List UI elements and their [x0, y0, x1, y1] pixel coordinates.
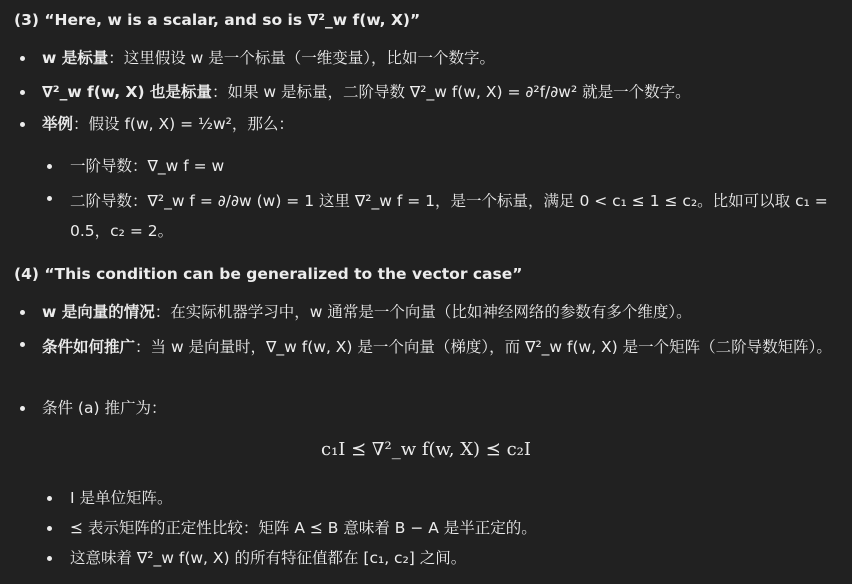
list-item-text: ：当 w 是向量时，∇_w f(w, X) 是一个向量（梯度），而 ∇²_w f(w, X) 是一个矩阵（二阶导数矩阵）。: [135, 338, 832, 356]
list-item: [14, 332, 838, 362]
list-item-text: ：这里假设 w 是一个标量（一维变量），比如一个数字。: [108, 49, 496, 67]
sub-list-item-text: I 是单位矩阵。: [70, 489, 173, 507]
sub-list-item: [14, 486, 838, 510]
section-4-heading: (4) “This condition can be generalized to the vector case”: [14, 265, 523, 283]
sub-list-item-text: 这意味着 ∇²_w f(w, X) 的所有特征值都在 [c₁, c₂] 之间。: [70, 549, 467, 567]
list-item: [14, 300, 838, 324]
sub-list-item: [14, 154, 838, 178]
list-item: [14, 46, 838, 70]
list-item-bold: ∇²_w f(w, X) 也是标量: [42, 83, 212, 101]
list-item: [14, 396, 838, 420]
section-3-heading: (3) “Here, w is a scalar, and so is ∇²_w f(w, X)”: [14, 11, 421, 29]
list-item-bold: w 是标量: [42, 49, 109, 67]
list-item-text: ：如果 w 是标量，二阶导数 ∇²_w f(w, X) = ∂²f/∂w² 就是一个数字。: [211, 83, 691, 101]
sub-list-item: [14, 186, 838, 246]
list-item-bold: w 是向量的情况: [42, 303, 155, 321]
list-item-text: 条件 (a) 推广为：: [42, 399, 167, 417]
sub-list-item: [14, 546, 838, 570]
list-item: [14, 112, 838, 136]
sub-list-item-text: 二阶导数：∇²_w f = ∂/∂w (w) = 1 这里 ∇²_w f = 1，是一个标量，满足 0 < c₁ ≤ 1 ≤ c₂。比如可以取 c₁ = 0.5，c₂ = 2。: [70, 192, 828, 240]
sub-list-item-text: 一阶导数：∇_w f = w: [70, 157, 225, 175]
list-item-bold: 举例: [42, 115, 74, 133]
list-item-bold: 条件如何推广: [42, 338, 136, 356]
sub-list-item: [14, 516, 838, 540]
sub-list-item-text: ⪯ 表示矩阵的正定性比较：矩阵 A ⪯ B 意味着 B − A 是半正定的。: [70, 519, 537, 537]
display-formula: c₁I ⪯ ∇²_w f(w, X) ⪯ c₂I: [320, 439, 531, 460]
list-item-text: ：在实际机器学习中，w 通常是一个向量（比如神经网络的参数有多个维度）。: [154, 303, 692, 321]
list-item-text: ：假设 f(w, X) = ½w²，那么：: [73, 115, 294, 133]
list-item: [14, 80, 838, 104]
